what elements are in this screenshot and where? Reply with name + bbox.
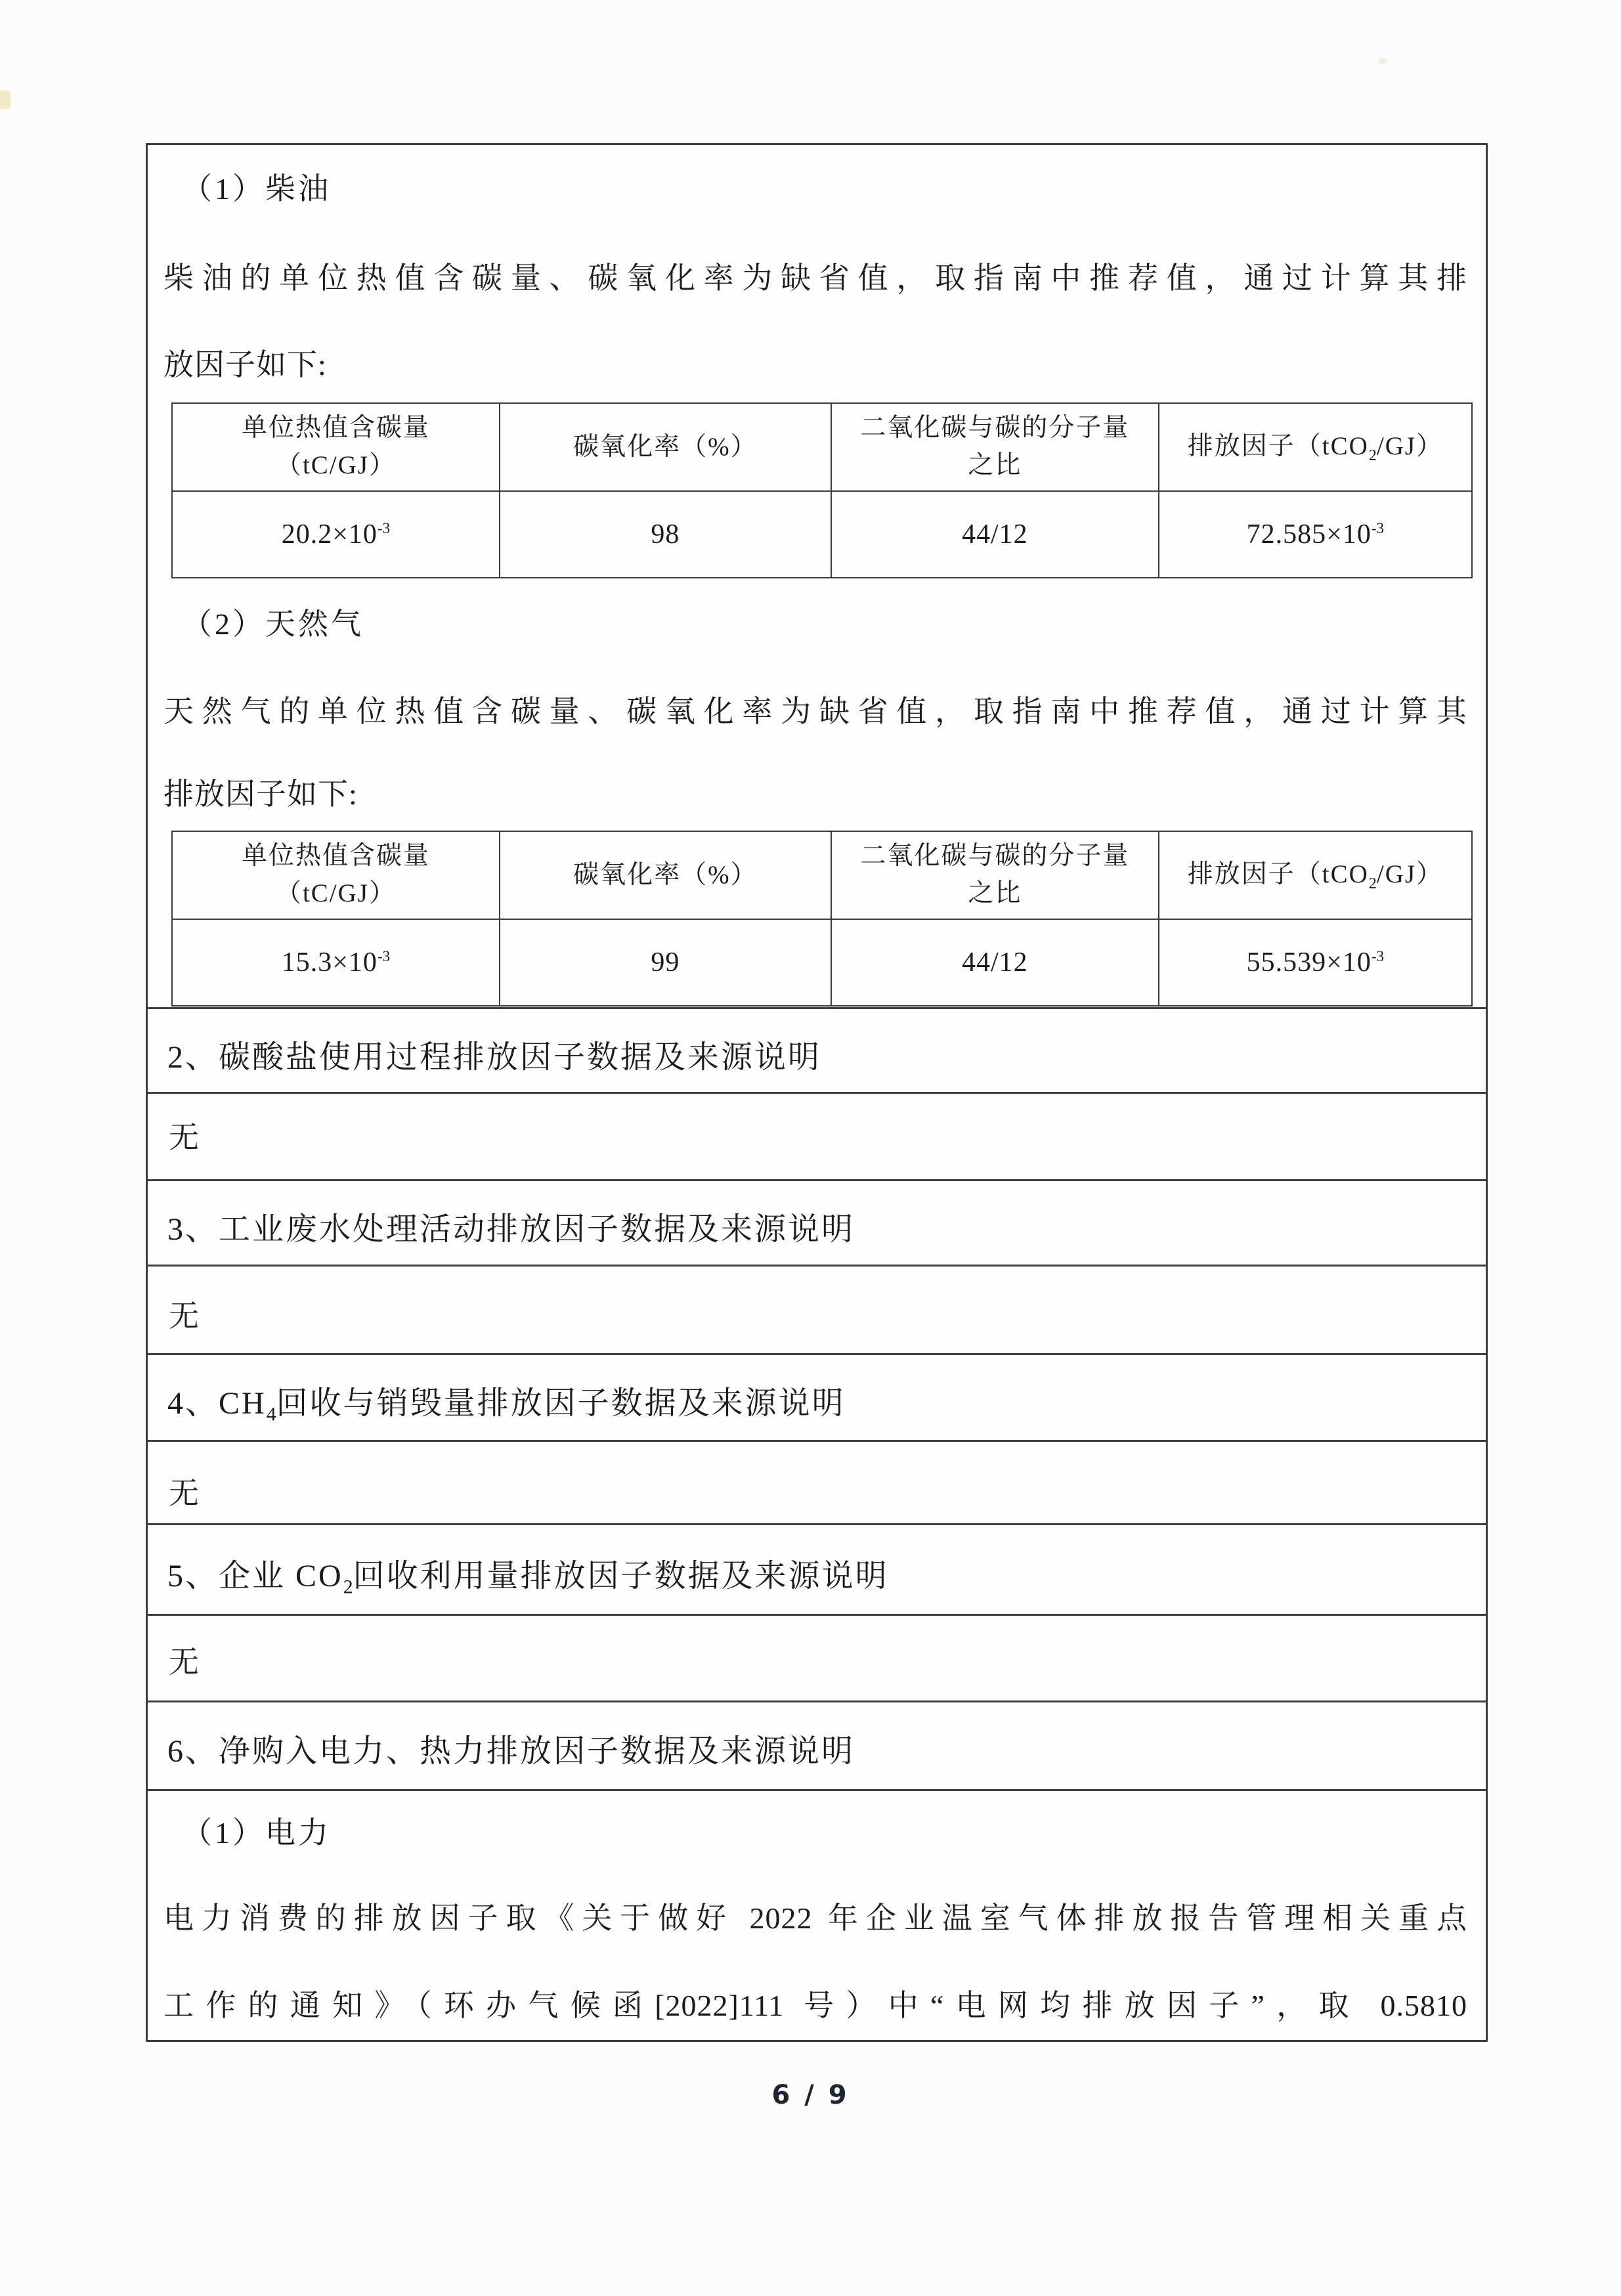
diesel-carbon-content-exponent: -3 (377, 519, 391, 536)
diesel-emission-factor-exponent: -3 (1371, 519, 1385, 536)
scan-artifact-left-edge (0, 91, 11, 109)
diesel-emission-factor-base: 72.585×10 (1246, 519, 1372, 550)
section-divider (147, 1614, 1486, 1616)
header-carbon-content (172, 831, 500, 919)
diesel-molecular-ratio-value: 44/12 (831, 491, 1159, 578)
diesel-carbon-content-value (172, 491, 500, 578)
header-oxidation-rate: 碳氧化率（%） (500, 831, 831, 919)
header-molecular-ratio-line2: 之比 (968, 879, 1022, 907)
header-carbon-content-line1: 单位热值含碳量 (241, 414, 430, 443)
section4-label-suffix: 回收与销毁量排放因子数据及来源说明 (276, 1386, 846, 1421)
section-divider (147, 1007, 1486, 1009)
header-molecular-ratio-line2: 之比 (968, 451, 1022, 479)
header-molecular-ratio (831, 831, 1159, 919)
gas-table-header-row (172, 831, 1472, 919)
power-paragraph-line2: 工作的通知》（环办气候函[2022]111 号）中“电网均排放因子”，取 0.5810 (163, 1989, 1467, 2022)
header-oxidation-rate: 碳氧化率（%） (500, 403, 831, 491)
diesel-carbon-content-base: 20.2×10 (281, 519, 378, 550)
gas-table-data-row (172, 919, 1472, 1006)
gas-carbon-content-value (172, 919, 500, 1006)
gas-paragraph-line1: 天然气的单位热值含碳量、碳氧化率为缺省值，取指南中推荐值，通过计算其 (163, 695, 1467, 728)
section-divider (147, 1179, 1486, 1181)
header-carbon-content-line2: （tC/GJ） (275, 879, 396, 907)
section4-label-prefix: 4、CH (167, 1386, 267, 1421)
section6-label: 6、净购入电力、热力排放因子数据及来源说明 (167, 1734, 855, 1769)
section-divider (147, 1700, 1486, 1702)
diesel-oxidation-rate-value: 98 (500, 491, 831, 578)
report-content-box (146, 143, 1488, 2042)
header-emission-factor-suffix: /GJ） (1376, 859, 1444, 888)
section5-label (167, 1550, 1466, 1599)
section5-label-prefix: 5、企业 CO (167, 1559, 343, 1593)
header-carbon-content (172, 403, 500, 491)
diesel-emission-factor-value (1159, 491, 1472, 578)
power-sub-heading: （1）电力 (182, 1816, 331, 1850)
section4-label (167, 1377, 1466, 1426)
gas-emission-factor-base: 55.539×10 (1246, 947, 1372, 978)
section-divider (147, 1265, 1486, 1267)
section5-value: 无 (169, 1645, 199, 1679)
header-molecular-ratio-line1: 二氧化碳与碳的分子量 (860, 842, 1130, 871)
diesel-emission-factor-table (171, 402, 1473, 578)
gas-carbon-content-exponent: -3 (377, 947, 391, 964)
diesel-table-data-row (172, 491, 1472, 578)
header-molecular-ratio-line1: 二氧化碳与碳的分子量 (860, 414, 1130, 443)
gas-emission-factor-table (171, 831, 1473, 1007)
gas-oxidation-rate-value: 99 (500, 919, 831, 1006)
gas-paragraph-line2: 排放因子如下: (163, 777, 358, 811)
section3-label: 3、工业废水处理活动排放因子数据及来源说明 (167, 1212, 855, 1247)
section5-label-subscript: 2 (343, 1576, 353, 1598)
header-emission-factor (1159, 831, 1472, 919)
diesel-section-heading: （1）柴油 (182, 172, 331, 206)
scan-artifact-dot (1379, 58, 1387, 64)
section-divider (147, 1789, 1486, 1791)
header-emission-factor-prefix: 排放因子（tCO (1187, 859, 1369, 888)
header-emission-factor (1159, 403, 1472, 491)
section-divider (147, 1092, 1486, 1094)
gas-section-heading: （2）天然气 (182, 607, 364, 641)
section5-label-suffix: 回收利用量排放因子数据及来源说明 (353, 1559, 889, 1593)
section2-value: 无 (169, 1121, 199, 1154)
section2-label: 2、碳酸盐使用过程排放因子数据及来源说明 (167, 1040, 822, 1075)
header-emission-factor-prefix: 排放因子（tCO (1187, 431, 1369, 460)
section-divider (147, 1353, 1486, 1355)
section-divider (147, 1523, 1486, 1525)
gas-carbon-content-base: 15.3×10 (281, 947, 378, 978)
section4-value: 无 (169, 1477, 199, 1510)
gas-emission-factor-exponent: -3 (1371, 947, 1385, 964)
gas-emission-factor-value (1159, 919, 1472, 1006)
header-carbon-content-line2: （tC/GJ） (275, 451, 396, 479)
gas-molecular-ratio-value: 44/12 (831, 919, 1159, 1006)
header-emission-factor-subscript: 2 (1368, 446, 1377, 464)
page-number: 6 / 9 (771, 2080, 850, 2110)
diesel-paragraph-line2: 放因子如下: (163, 348, 327, 381)
header-carbon-content-line1: 单位热值含碳量 (241, 842, 430, 871)
header-emission-factor-suffix: /GJ） (1376, 431, 1444, 460)
header-emission-factor-subscript: 2 (1368, 874, 1377, 892)
header-molecular-ratio (831, 403, 1159, 491)
section4-label-subscript: 4 (266, 1403, 276, 1425)
section3-value: 无 (169, 1299, 199, 1333)
diesel-paragraph-line1: 柴油的单位热值含碳量、碳氧化率为缺省值，取指南中推荐值，通过计算其排 (163, 261, 1467, 295)
power-paragraph-line1: 电力消费的排放因子取《关于做好 2022 年企业温室气体排放报告管理相关重点 (163, 1901, 1467, 1935)
section-divider (147, 1440, 1486, 1442)
diesel-table-header-row (172, 403, 1472, 491)
